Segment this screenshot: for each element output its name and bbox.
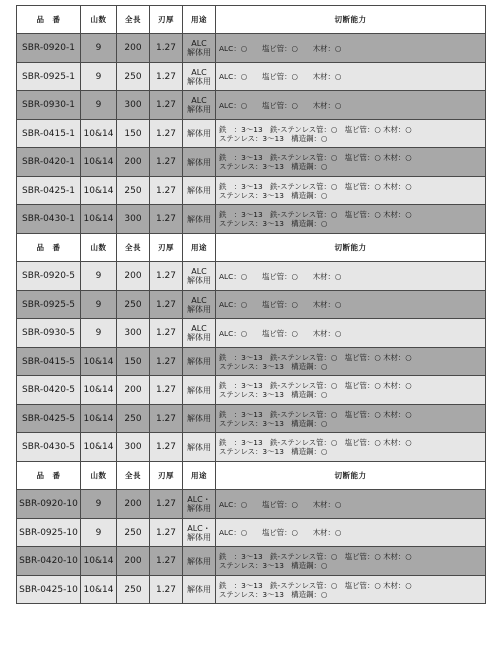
table-row: [17, 547, 486, 576]
cutting-capacity-cell: [216, 547, 486, 576]
use-line: 解体用: [187, 157, 211, 167]
use-cell: [183, 490, 216, 519]
capacity-line: ステンレス：3～13 構造鋼：○: [219, 418, 328, 428]
table-row: [17, 91, 486, 120]
part-number-cell: SBR-0430-5: [17, 433, 81, 462]
capacity-line: ステンレス：3～13 構造鋼：○: [219, 390, 328, 399]
table-row: [17, 120, 486, 148]
teeth-cell: 10&14: [81, 177, 117, 205]
part-number-cell: SBR-0920-10: [17, 490, 81, 519]
teeth-cell: 10&14: [81, 405, 117, 433]
capacity-line: 鉄 ：3～13 鉄-ステンレス管：○ 塩ビ管：○ 木材：○: [219, 352, 412, 362]
thickness-cell: 1.27: [150, 63, 183, 91]
table-row: [17, 63, 486, 91]
table-row: [17, 34, 486, 63]
cutting-capacity-cell: [216, 291, 486, 319]
capacity-line: ステンレス：3～13 構造鋼：○: [219, 361, 328, 371]
use-cell: [183, 148, 216, 177]
capacity-line: ALC：○ 塩ビ管：○ 木材：○: [219, 72, 342, 81]
cutting-capacity-cell: [216, 433, 486, 462]
use-cell: [183, 63, 216, 91]
thickness-cell: 1.27: [150, 519, 183, 547]
thickness-cell: 1.27: [150, 91, 183, 120]
blade-spec-table: [16, 5, 486, 604]
use-line: 解体用: [187, 442, 211, 452]
part-number-cell: SBR-0420-1: [17, 148, 81, 177]
table-row: [17, 319, 486, 348]
capacity-line: 鉄 ：3～13 鉄-ステンレス管：○ 塩ビ管：○ 木材：○: [219, 580, 412, 590]
thickness-cell: 1.27: [150, 34, 183, 63]
use-cell: [183, 291, 216, 319]
length-cell: 150: [117, 348, 150, 376]
table-row: [17, 205, 486, 234]
part-number-cell: SBR-0920-5: [17, 262, 81, 291]
table-row: [17, 177, 486, 205]
use-line: ALC: [191, 39, 207, 48]
thickness-cell: 1.27: [150, 291, 183, 319]
capacity-line: ステンレス：3～13 構造鋼：○: [219, 190, 328, 200]
thickness-cell: 1.27: [150, 376, 183, 405]
length-cell: 300: [117, 205, 150, 234]
capacity-line: ALC：○ 塩ビ管：○ 木材：○: [219, 271, 342, 281]
use-cell: [183, 262, 216, 291]
capacity-line: 鉄 ：3～13 鉄-ステンレス管：○ 塩ビ管：○ 木材：○: [219, 552, 412, 561]
part-number-cell: SBR-0930-1: [17, 91, 81, 120]
cutting-capacity-cell: [216, 348, 486, 376]
length-cell: 250: [117, 177, 150, 205]
use-cell: [183, 319, 216, 348]
use-line: 解体用: [187, 105, 211, 114]
table-row: [17, 433, 486, 462]
header-length: 全長: [117, 234, 150, 262]
cutting-capacity-cell: [216, 319, 486, 348]
length-cell: 250: [117, 63, 150, 91]
part-number-cell: SBR-0425-1: [17, 177, 81, 205]
part-number-cell: SBR-0420-10: [17, 547, 81, 576]
capacity-line: ステンレス：3～13 構造鋼：○: [219, 561, 328, 570]
use-line: 解体用: [187, 532, 211, 542]
use-line: ALC・: [187, 495, 211, 504]
cutting-capacity-cell: [216, 205, 486, 234]
length-cell: 200: [117, 547, 150, 576]
table-row: [17, 576, 486, 604]
table-row: [17, 348, 486, 376]
teeth-cell: 10&14: [81, 576, 117, 604]
capacity-line: ステンレス：3～13 構造鋼：○: [219, 589, 328, 599]
use-cell: [183, 433, 216, 462]
header-use: 用途: [183, 462, 216, 490]
capacity-line: ALC：○ 塩ビ管：○ 木材：○: [219, 499, 342, 509]
part-number-cell: SBR-0425-10: [17, 576, 81, 604]
thickness-cell: 1.27: [150, 120, 183, 148]
cutting-capacity-cell: [216, 177, 486, 205]
header-teeth: 山数: [81, 462, 117, 490]
use-line: 解体用: [187, 214, 211, 224]
part-number-cell: SBR-0415-5: [17, 348, 81, 376]
cutting-capacity-cell: [216, 120, 486, 148]
table-row: [17, 376, 486, 405]
use-line: 解体用: [187, 129, 211, 138]
teeth-cell: 10&14: [81, 148, 117, 177]
length-cell: 250: [117, 405, 150, 433]
thickness-cell: 1.27: [150, 490, 183, 519]
header-cutting-capacity: 切断能力: [216, 462, 486, 490]
use-line: 解体用: [187, 304, 211, 314]
header-length: 全長: [117, 6, 150, 34]
capacity-line: 鉄 ：3～13 鉄-ステンレス管：○ 塩ビ管：○ 木材：○: [219, 438, 412, 447]
part-number-cell: SBR-0430-1: [17, 205, 81, 234]
length-cell: 250: [117, 519, 150, 547]
teeth-cell: 10&14: [81, 348, 117, 376]
teeth-cell: 10&14: [81, 547, 117, 576]
capacity-line: ALC：○ 塩ビ管：○ 木材：○: [219, 328, 342, 338]
teeth-cell: 9: [81, 63, 117, 91]
capacity-line: ステンレス：3～13 構造鋼：○: [219, 219, 328, 228]
use-line: 解体用: [187, 76, 211, 86]
table-row: [17, 262, 486, 291]
length-cell: 150: [117, 120, 150, 148]
capacity-line: ステンレス：3～13 構造鋼：○: [219, 162, 328, 171]
table-row: [17, 148, 486, 177]
length-cell: 200: [117, 34, 150, 63]
header-thickness: 刃厚: [150, 234, 183, 262]
thickness-cell: 1.27: [150, 433, 183, 462]
length-cell: 200: [117, 376, 150, 405]
header-use: 用途: [183, 6, 216, 34]
teeth-cell: 10&14: [81, 205, 117, 234]
capacity-line: 鉄 ：3～13 鉄-ステンレス管：○ 塩ビ管：○ 木材：○: [219, 181, 412, 191]
use-cell: [183, 519, 216, 547]
part-number-cell: SBR-0415-1: [17, 120, 81, 148]
capacity-line: ALC：○ 塩ビ管：○ 木材：○: [219, 300, 342, 309]
cutting-capacity-cell: [216, 63, 486, 91]
thickness-cell: 1.27: [150, 576, 183, 604]
use-line: 解体用: [187, 276, 211, 285]
teeth-cell: 9: [81, 319, 117, 348]
use-line: 解体用: [187, 504, 211, 513]
use-cell: [183, 348, 216, 376]
table-row: [17, 405, 486, 433]
length-cell: 200: [117, 148, 150, 177]
thickness-cell: 1.27: [150, 348, 183, 376]
header-part-number: 品 番: [17, 462, 81, 490]
length-cell: 200: [117, 490, 150, 519]
use-cell: [183, 120, 216, 148]
teeth-cell: 10&14: [81, 376, 117, 405]
thickness-cell: 1.27: [150, 547, 183, 576]
capacity-line: ALC：○ 塩ビ管：○ 木材：○: [219, 100, 342, 110]
use-line: ALC: [191, 267, 207, 276]
teeth-cell: 10&14: [81, 433, 117, 462]
length-cell: 200: [117, 262, 150, 291]
header-teeth: 山数: [81, 6, 117, 34]
header-cutting-capacity: 切断能力: [216, 234, 486, 262]
thickness-cell: 1.27: [150, 148, 183, 177]
cutting-capacity-cell: [216, 262, 486, 291]
table-row: [17, 291, 486, 319]
part-number-cell: SBR-0420-5: [17, 376, 81, 405]
use-cell: [183, 576, 216, 604]
header-use: 用途: [183, 234, 216, 262]
length-cell: 250: [117, 576, 150, 604]
capacity-line: 鉄 ：3～13 鉄-ステンレス管：○ 塩ビ管：○ 木材：○: [219, 210, 412, 219]
use-line: 解体用: [187, 556, 211, 566]
header-part-number: 品 番: [17, 6, 81, 34]
teeth-cell: 9: [81, 490, 117, 519]
use-cell: [183, 547, 216, 576]
teeth-cell: 9: [81, 34, 117, 63]
length-cell: 300: [117, 319, 150, 348]
use-line: ALC: [191, 67, 207, 77]
table-row: [17, 490, 486, 519]
part-number-cell: SBR-0425-5: [17, 405, 81, 433]
table-row: [17, 519, 486, 547]
use-line: 解体用: [187, 585, 211, 594]
use-line: ALC: [191, 295, 207, 305]
use-cell: [183, 376, 216, 405]
use-line: 解体用: [187, 357, 211, 366]
cutting-capacity-cell: [216, 490, 486, 519]
header-length: 全長: [117, 462, 150, 490]
teeth-cell: 9: [81, 262, 117, 291]
thickness-cell: 1.27: [150, 319, 183, 348]
use-cell: [183, 405, 216, 433]
length-cell: 300: [117, 433, 150, 462]
use-line: 解体用: [187, 385, 211, 395]
cutting-capacity-cell: [216, 91, 486, 120]
spec-table-wrapper: [16, 5, 485, 604]
teeth-cell: 10&14: [81, 120, 117, 148]
header-row: [17, 462, 486, 490]
capacity-line: 鉄 ：3～13 鉄-ステンレス管：○ 塩ビ管：○ 木材：○: [219, 124, 412, 134]
cutting-capacity-cell: [216, 576, 486, 604]
part-number-cell: SBR-0925-1: [17, 63, 81, 91]
cutting-capacity-cell: [216, 376, 486, 405]
cutting-capacity-cell: [216, 405, 486, 433]
thickness-cell: 1.27: [150, 205, 183, 234]
cutting-capacity-cell: [216, 148, 486, 177]
part-number-cell: SBR-0920-1: [17, 34, 81, 63]
capacity-line: 鉄 ：3～13 鉄-ステンレス管：○ 塩ビ管：○ 木材：○: [219, 409, 412, 419]
use-line: 解体用: [187, 48, 211, 57]
use-line: ALC: [191, 96, 207, 105]
part-number-cell: SBR-0925-10: [17, 519, 81, 547]
capacity-line: ステンレス：3～13 構造鋼：○: [219, 133, 328, 143]
use-line: ALC・: [187, 523, 211, 533]
header-thickness: 刃厚: [150, 462, 183, 490]
header-row: [17, 234, 486, 262]
header-row: [17, 6, 486, 34]
use-cell: [183, 177, 216, 205]
use-line: ALC: [191, 324, 207, 333]
use-line: 解体用: [187, 333, 211, 342]
header-cutting-capacity: 切断能力: [216, 6, 486, 34]
use-cell: [183, 205, 216, 234]
teeth-cell: 9: [81, 91, 117, 120]
teeth-cell: 9: [81, 291, 117, 319]
use-line: 解体用: [187, 414, 211, 423]
thickness-cell: 1.27: [150, 405, 183, 433]
use-cell: [183, 91, 216, 120]
capacity-line: ALC：○ 塩ビ管：○ 木材：○: [219, 43, 342, 53]
capacity-line: ALC：○ 塩ビ管：○ 木材：○: [219, 528, 342, 537]
thickness-cell: 1.27: [150, 177, 183, 205]
length-cell: 250: [117, 291, 150, 319]
capacity-line: ステンレス：3～13 構造鋼：○: [219, 447, 328, 456]
header-thickness: 刃厚: [150, 6, 183, 34]
length-cell: 300: [117, 91, 150, 120]
use-cell: [183, 34, 216, 63]
capacity-line: 鉄 ：3～13 鉄-ステンレス管：○ 塩ビ管：○ 木材：○: [219, 381, 412, 390]
cutting-capacity-cell: [216, 34, 486, 63]
part-number-cell: SBR-0925-5: [17, 291, 81, 319]
part-number-cell: SBR-0930-5: [17, 319, 81, 348]
thickness-cell: 1.27: [150, 262, 183, 291]
header-teeth: 山数: [81, 234, 117, 262]
cutting-capacity-cell: [216, 519, 486, 547]
header-part-number: 品 番: [17, 234, 81, 262]
use-line: 解体用: [187, 186, 211, 195]
capacity-line: 鉄 ：3～13 鉄-ステンレス管：○ 塩ビ管：○ 木材：○: [219, 153, 412, 162]
teeth-cell: 9: [81, 519, 117, 547]
